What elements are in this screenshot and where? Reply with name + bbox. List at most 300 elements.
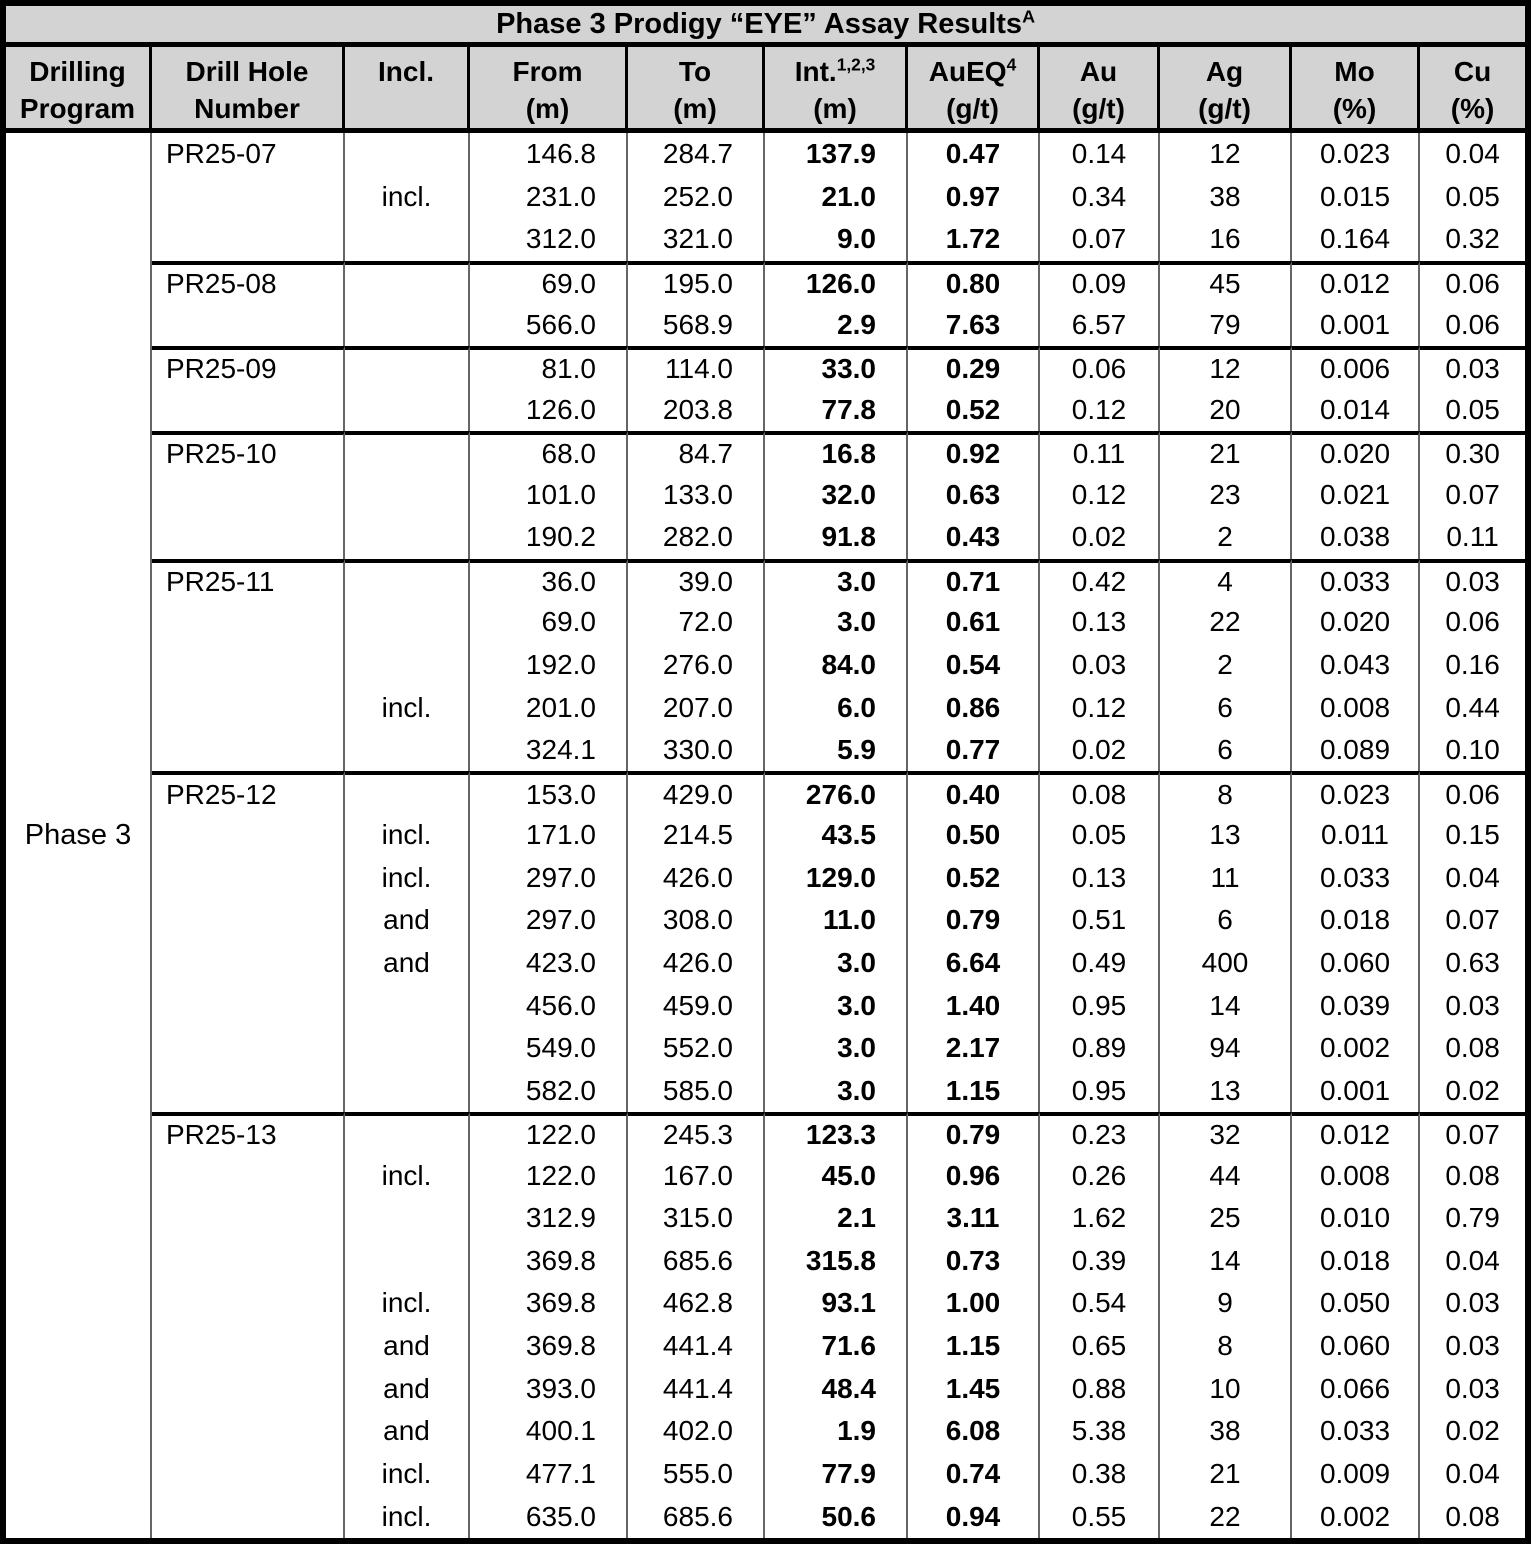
cu-cell: 0.03 <box>1420 559 1525 602</box>
drill-hole-cell <box>152 942 345 985</box>
cu-cell: 0.03 <box>1445 1372 1500 1404</box>
mo-cell: 0.011 <box>1292 814 1420 857</box>
interval-cell: 16.8 <box>765 431 908 474</box>
drill-hole-cell <box>152 474 345 517</box>
au-cell: 0.07 <box>1040 218 1160 261</box>
mo-cell: 0.060 <box>1292 1325 1420 1368</box>
from-cell: 153.0 <box>470 771 628 814</box>
to-cell: 441.4 <box>628 1325 765 1368</box>
from-cell: 190.2 <box>470 516 628 559</box>
table-row <box>6 261 1525 304</box>
from-cell: 566.0 <box>470 303 628 346</box>
table-row <box>6 686 1525 729</box>
incl-cell <box>345 1240 470 1283</box>
incl-cell <box>345 261 470 304</box>
to-cell: 167.0 <box>628 1155 765 1198</box>
aueq-cell: 1.40 <box>908 984 1040 1027</box>
au-cell: 0.08 <box>1040 771 1160 814</box>
interval-cell: 315.8 <box>765 1240 908 1283</box>
incl-cell <box>345 1112 470 1155</box>
to-cell: 308.0 <box>628 899 765 942</box>
ag-cell: 9 <box>1160 1282 1292 1325</box>
to-cell: 685.6 <box>628 1495 765 1538</box>
to-cell: 685.6 <box>628 1240 765 1283</box>
to-cell: 84.7 <box>628 431 765 474</box>
ag-cell: 32 <box>1160 1112 1292 1155</box>
table-row <box>6 814 1525 857</box>
ag-cell: 21 <box>1160 431 1292 474</box>
mo-cell: 0.060 <box>1292 942 1420 985</box>
mo-cell: 0.001 <box>1292 1069 1420 1112</box>
column-header-superscript: 1,2,3 <box>836 54 876 75</box>
au-cell: 0.14 <box>1040 133 1160 176</box>
aueq-cell: 1.15 <box>908 1325 1040 1368</box>
ag-cell: 45 <box>1160 261 1292 304</box>
aueq-cell: 0.73 <box>908 1240 1040 1283</box>
to-cell: 555.0 <box>628 1452 765 1495</box>
ag-cell: 16 <box>1160 218 1292 261</box>
drill-hole-cell <box>152 857 345 900</box>
incl-cell <box>345 1069 470 1112</box>
drill-hole-cell <box>152 218 345 261</box>
from-cell: 312.0 <box>470 218 628 261</box>
cu-cell: 0.08 <box>1445 1032 1500 1064</box>
table-row <box>6 218 1525 261</box>
au-cell: 0.23 <box>1040 1112 1160 1155</box>
incl-cell <box>345 474 470 517</box>
to-cell: 214.5 <box>628 814 765 857</box>
from-cell: 400.1 <box>470 1410 628 1453</box>
table-row <box>6 516 1525 559</box>
column-header-incl: Incl. <box>345 47 470 133</box>
ag-cell: 44 <box>1160 1155 1292 1198</box>
incl-cell <box>345 984 470 1027</box>
drill-hole-cell <box>152 1155 345 1198</box>
drill-hole-cell: PR25-13 <box>152 1112 345 1155</box>
ag-cell: 38 <box>1160 176 1292 219</box>
from-cell: 324.1 <box>470 729 628 772</box>
mo-cell: 0.006 <box>1292 346 1420 389</box>
table-row <box>6 857 1525 900</box>
ag-cell: 25 <box>1160 1197 1292 1240</box>
ag-cell: 10 <box>1160 1367 1292 1410</box>
ag-cell: 23 <box>1160 474 1292 517</box>
ag-cell: 12 <box>1160 346 1292 389</box>
from-cell: 297.0 <box>470 899 628 942</box>
to-cell: 441.4 <box>628 1367 765 1410</box>
drill-hole-cell: PR25-09 <box>152 346 345 389</box>
from-cell: 369.8 <box>470 1325 628 1368</box>
incl-cell <box>345 516 470 559</box>
from-cell: 146.8 <box>470 133 628 176</box>
cu-cell: 0.02 <box>1445 1074 1500 1106</box>
interval-cell: 48.4 <box>765 1367 908 1410</box>
aueq-cell: 0.29 <box>908 346 1040 389</box>
from-cell: 312.9 <box>470 1197 628 1240</box>
drill-hole-cell <box>152 899 345 942</box>
mo-cell: 0.023 <box>1292 133 1420 176</box>
mo-cell: 0.033 <box>1292 857 1420 900</box>
interval-cell: 77.8 <box>765 388 908 431</box>
cu-cell: 0.03 <box>1445 1330 1500 1362</box>
aueq-cell: 0.52 <box>908 857 1040 900</box>
table-row <box>6 942 1525 985</box>
drilling-program-cell: Phase 3 <box>6 133 152 1538</box>
incl-cell <box>345 559 470 602</box>
ag-cell: 2 <box>1160 644 1292 687</box>
incl-cell <box>345 346 470 389</box>
incl-cell: incl. <box>345 686 470 729</box>
mo-cell: 0.018 <box>1292 899 1420 942</box>
au-cell: 0.39 <box>1040 1240 1160 1283</box>
interval-cell: 43.5 <box>765 814 908 857</box>
au-cell: 6.57 <box>1040 303 1160 346</box>
ag-cell: 6 <box>1160 899 1292 942</box>
table-row <box>6 346 1525 389</box>
mo-cell: 0.021 <box>1292 474 1420 517</box>
interval-cell: 9.0 <box>765 218 908 261</box>
interval-cell: 71.6 <box>765 1325 908 1368</box>
incl-cell <box>345 1027 470 1070</box>
aueq-cell: 0.61 <box>908 601 1040 644</box>
cu-cell: 0.11 <box>1446 521 1499 553</box>
au-cell: 0.13 <box>1040 601 1160 644</box>
to-cell: 203.8 <box>628 388 765 431</box>
from-cell: 231.0 <box>470 176 628 219</box>
aueq-cell: 0.47 <box>908 133 1040 176</box>
interval-cell: 123.3 <box>765 1112 908 1155</box>
au-cell: 0.06 <box>1040 346 1160 389</box>
au-cell: 0.65 <box>1040 1325 1160 1368</box>
column-header-superscript: 4 <box>1006 54 1017 75</box>
au-cell: 5.38 <box>1040 1410 1160 1453</box>
cu-cell: 0.02 <box>1445 1415 1500 1447</box>
incl-cell: incl. <box>345 1155 470 1198</box>
cu-cell: 0.04 <box>1445 861 1500 893</box>
incl-cell: and <box>345 942 470 985</box>
ag-cell: 94 <box>1160 1027 1292 1070</box>
to-cell: 195.0 <box>628 261 765 304</box>
to-cell: 459.0 <box>628 984 765 1027</box>
to-cell: 429.0 <box>628 771 765 814</box>
interval-cell: 5.9 <box>765 729 908 772</box>
aueq-cell: 0.92 <box>908 431 1040 474</box>
au-cell: 0.95 <box>1040 1069 1160 1112</box>
au-cell: 0.05 <box>1040 814 1160 857</box>
incl-cell: and <box>345 899 470 942</box>
au-cell: 0.26 <box>1040 1155 1160 1198</box>
aueq-cell: 0.43 <box>908 516 1040 559</box>
ag-cell: 6 <box>1160 729 1292 772</box>
cu-cell: 0.32 <box>1445 223 1500 255</box>
mo-cell: 0.023 <box>1292 771 1420 814</box>
interval-cell: 129.0 <box>765 857 908 900</box>
aueq-cell: 0.77 <box>908 729 1040 772</box>
aueq-cell: 1.72 <box>908 218 1040 261</box>
table-row <box>6 303 1525 346</box>
table-row <box>6 431 1525 474</box>
drill-hole-cell <box>152 984 345 1027</box>
from-cell: 69.0 <box>470 601 628 644</box>
interval-cell: 93.1 <box>765 1282 908 1325</box>
cu-cell: 0.08 <box>1445 1159 1500 1191</box>
aueq-cell: 6.64 <box>908 942 1040 985</box>
mo-cell: 0.033 <box>1292 559 1420 602</box>
aueq-cell: 0.79 <box>908 1112 1040 1155</box>
drill-hole-cell <box>152 601 345 644</box>
interval-cell: 50.6 <box>765 1495 908 1538</box>
cu-cell: 0.03 <box>1445 989 1500 1021</box>
au-cell: 0.12 <box>1040 474 1160 517</box>
aueq-cell: 0.79 <box>908 899 1040 942</box>
interval-cell: 1.9 <box>765 1410 908 1453</box>
au-cell: 0.51 <box>1040 899 1160 942</box>
interval-cell: 2.1 <box>765 1197 908 1240</box>
aueq-cell: 0.54 <box>908 644 1040 687</box>
cu-cell: 0.06 <box>1420 261 1525 304</box>
table-row <box>6 388 1525 431</box>
drill-hole-cell <box>152 303 345 346</box>
incl-cell: and <box>345 1325 470 1368</box>
table-row <box>6 133 1525 176</box>
mo-cell: 0.043 <box>1292 644 1420 687</box>
cu-cell: 0.04 <box>1445 138 1500 170</box>
interval-cell: 3.0 <box>765 942 908 985</box>
table-row <box>6 1495 1525 1538</box>
drill-hole-cell <box>152 1495 345 1538</box>
from-cell: 393.0 <box>470 1367 628 1410</box>
incl-cell <box>345 388 470 431</box>
table-row <box>6 1282 1525 1325</box>
to-cell: 330.0 <box>628 729 765 772</box>
drill-hole-cell: PR25-11 <box>152 559 345 602</box>
column-header-to: To (m) <box>628 47 765 133</box>
aueq-cell: 0.97 <box>908 176 1040 219</box>
from-cell: 369.8 <box>470 1240 628 1283</box>
cu-cell: 0.07 <box>1420 1112 1525 1155</box>
ag-cell: 21 <box>1160 1452 1292 1495</box>
aueq-cell: 0.63 <box>908 474 1040 517</box>
incl-cell: and <box>345 1367 470 1410</box>
column-header-mo: Mo (%) <box>1292 47 1420 133</box>
cu-cell: 0.16 <box>1445 649 1500 681</box>
mo-cell: 0.089 <box>1292 729 1420 772</box>
table-row <box>6 1452 1525 1495</box>
to-cell: 585.0 <box>628 1069 765 1112</box>
au-cell: 0.89 <box>1040 1027 1160 1070</box>
aueq-cell: 1.00 <box>908 1282 1040 1325</box>
interval-cell: 11.0 <box>765 899 908 942</box>
incl-cell <box>345 303 470 346</box>
mo-cell: 0.038 <box>1292 516 1420 559</box>
ag-cell: 12 <box>1160 133 1292 176</box>
drill-hole-cell <box>152 644 345 687</box>
au-cell: 0.55 <box>1040 1495 1160 1538</box>
incl-cell: incl. <box>345 814 470 857</box>
au-cell: 0.02 <box>1040 729 1160 772</box>
drill-hole-cell <box>152 1069 345 1112</box>
drill-hole-cell <box>152 388 345 431</box>
ag-cell: 14 <box>1160 1240 1292 1283</box>
drill-hole-cell <box>152 1282 345 1325</box>
ag-cell: 22 <box>1160 1495 1292 1538</box>
mo-cell: 0.002 <box>1292 1027 1420 1070</box>
from-cell: 101.0 <box>470 474 628 517</box>
drill-hole-cell <box>152 1410 345 1453</box>
mo-cell: 0.018 <box>1292 1240 1420 1283</box>
column-header-ag: Ag (g/t) <box>1160 47 1292 133</box>
ag-cell: 38 <box>1160 1410 1292 1453</box>
column-header-drilling-program: Drilling Program <box>6 47 152 133</box>
interval-cell: 137.9 <box>765 133 908 176</box>
aueq-cell: 0.52 <box>908 388 1040 431</box>
mo-cell: 0.039 <box>1292 984 1420 1027</box>
to-cell: 252.0 <box>628 176 765 219</box>
from-cell: 192.0 <box>470 644 628 687</box>
interval-cell: 84.0 <box>765 644 908 687</box>
drill-hole-cell <box>152 1325 345 1368</box>
ag-cell: 20 <box>1160 388 1292 431</box>
incl-cell: and <box>345 1410 470 1453</box>
column-header-aueq: AuEQ$^4$ (g/t) <box>908 47 1040 133</box>
au-cell: 0.09 <box>1040 261 1160 304</box>
interval-cell: 33.0 <box>765 346 908 389</box>
table-row <box>6 559 1525 602</box>
column-header-cu: Cu (%) <box>1420 47 1525 133</box>
mo-cell: 0.066 <box>1292 1367 1420 1410</box>
aueq-cell: 0.94 <box>908 1495 1040 1538</box>
interval-cell: 3.0 <box>765 559 908 602</box>
aueq-cell: 0.80 <box>908 261 1040 304</box>
interval-cell: 32.0 <box>765 474 908 517</box>
cu-cell: 0.04 <box>1445 1244 1500 1276</box>
to-cell: 462.8 <box>628 1282 765 1325</box>
ag-cell: 4 <box>1160 559 1292 602</box>
table-row <box>6 771 1525 814</box>
from-cell: 456.0 <box>470 984 628 1027</box>
table-row <box>6 729 1525 772</box>
from-cell: 36.0 <box>470 559 628 602</box>
mo-cell: 0.001 <box>1292 303 1420 346</box>
from-cell: 423.0 <box>470 942 628 985</box>
drill-hole-cell: PR25-08 <box>152 261 345 304</box>
interval-cell: 126.0 <box>765 261 908 304</box>
drill-hole-cell <box>152 686 345 729</box>
to-cell: 39.0 <box>628 559 765 602</box>
au-cell: 0.03 <box>1040 644 1160 687</box>
aueq-cell: 7.63 <box>908 303 1040 346</box>
cu-cell: 0.44 <box>1445 691 1500 723</box>
drill-hole-cell <box>152 176 345 219</box>
from-cell: 477.1 <box>470 1452 628 1495</box>
from-cell: 126.0 <box>470 388 628 431</box>
table-title-superscript: A <box>1022 6 1036 26</box>
interval-cell: 2.9 <box>765 303 908 346</box>
title-row <box>6 6 1525 47</box>
table-row <box>6 1112 1525 1155</box>
ag-cell: 400 <box>1160 942 1292 985</box>
mo-cell: 0.012 <box>1292 261 1420 304</box>
to-cell: 284.7 <box>628 133 765 176</box>
to-cell: 245.3 <box>628 1112 765 1155</box>
au-cell: 0.12 <box>1040 686 1160 729</box>
drill-hole-cell <box>152 729 345 772</box>
incl-cell <box>345 133 470 176</box>
to-cell: 133.0 <box>628 474 765 517</box>
au-cell: 1.62 <box>1040 1197 1160 1240</box>
au-cell: 0.49 <box>1040 942 1160 985</box>
incl-cell <box>345 1197 470 1240</box>
mo-cell: 0.008 <box>1292 1155 1420 1198</box>
au-cell: 0.11 <box>1040 431 1160 474</box>
drill-hole-cell <box>152 1027 345 1070</box>
column-header-drill-hole-number: Drill Hole Number <box>152 47 345 133</box>
drill-hole-cell <box>152 1367 345 1410</box>
cu-cell: 0.10 <box>1445 734 1500 766</box>
incl-cell <box>345 601 470 644</box>
au-cell: 0.02 <box>1040 516 1160 559</box>
from-cell: 81.0 <box>470 346 628 389</box>
au-cell: 0.38 <box>1040 1452 1160 1495</box>
column-header-au: Au (g/t) <box>1040 47 1160 133</box>
mo-cell: 0.009 <box>1292 1452 1420 1495</box>
from-cell: 201.0 <box>470 686 628 729</box>
mo-cell: 0.164 <box>1292 218 1420 261</box>
mo-cell: 0.010 <box>1292 1197 1420 1240</box>
aueq-cell: 3.11 <box>908 1197 1040 1240</box>
cu-cell: 0.15 <box>1445 819 1500 851</box>
au-cell: 0.34 <box>1040 176 1160 219</box>
mo-cell: 0.014 <box>1292 388 1420 431</box>
mo-cell: 0.008 <box>1292 686 1420 729</box>
au-cell: 0.95 <box>1040 984 1160 1027</box>
interval-cell: 3.0 <box>765 984 908 1027</box>
au-cell: 0.42 <box>1040 559 1160 602</box>
au-cell: 0.54 <box>1040 1282 1160 1325</box>
ag-cell: 79 <box>1160 303 1292 346</box>
table-row <box>6 1410 1525 1453</box>
aueq-cell: 0.86 <box>908 686 1040 729</box>
incl-cell: incl. <box>345 1495 470 1538</box>
to-cell: 315.0 <box>628 1197 765 1240</box>
cu-cell: 0.03 <box>1445 1287 1500 1319</box>
table-row <box>6 644 1525 687</box>
to-cell: 426.0 <box>628 942 765 985</box>
to-cell: 72.0 <box>628 601 765 644</box>
table-row <box>6 1240 1525 1283</box>
to-cell: 402.0 <box>628 1410 765 1453</box>
aueq-cell: 0.74 <box>908 1452 1040 1495</box>
cu-cell: 0.07 <box>1445 478 1500 510</box>
table-row <box>6 899 1525 942</box>
au-cell: 0.88 <box>1040 1367 1160 1410</box>
table-row <box>6 1325 1525 1368</box>
drill-hole-cell <box>152 516 345 559</box>
ag-cell: 8 <box>1160 1325 1292 1368</box>
aueq-cell: 0.71 <box>908 559 1040 602</box>
incl-cell: incl. <box>345 1452 470 1495</box>
ag-cell: 22 <box>1160 601 1292 644</box>
interval-cell: 3.0 <box>765 1069 908 1112</box>
ag-cell: 11 <box>1160 857 1292 900</box>
aueq-cell: 0.96 <box>908 1155 1040 1198</box>
mo-cell: 0.015 <box>1292 176 1420 219</box>
table-row <box>6 1367 1525 1410</box>
interval-cell: 3.0 <box>765 1027 908 1070</box>
table-row <box>6 1155 1525 1198</box>
interval-cell: 276.0 <box>765 771 908 814</box>
interval-cell: 45.0 <box>765 1155 908 1198</box>
